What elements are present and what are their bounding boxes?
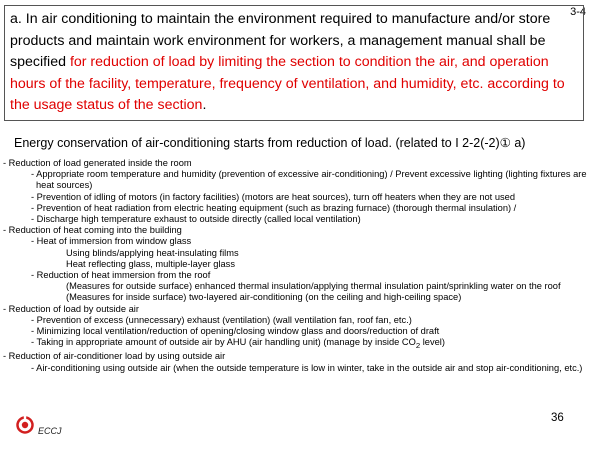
eccj-logo-icon	[16, 416, 34, 434]
requirement-end: .	[202, 97, 207, 113]
list-section-title: - Reduction of load by outside air	[3, 303, 139, 314]
co2-subscript: 2	[415, 341, 421, 351]
list-subitem: Heat reflecting glass, multiple-layer glass	[66, 258, 235, 269]
list-subitem: (Measures for inside surface) two-layered air-conditioning (on the ceiling and high-ceiling space)	[66, 292, 462, 303]
list-item	[3, 337, 593, 351]
requirement-highlight: for reduction of load by limiting the section to condition the air, and operation hours of the facility, temperature, frequency of ventilation, and humidity, etc. according to the usage status of the section	[10, 54, 565, 113]
co2-text-post: level)	[420, 337, 445, 348]
eccj-logo	[16, 414, 62, 436]
requirement-box	[4, 5, 584, 121]
list-item: - Prevention of excess (unnecessary) exhaust (ventilation) (wall ventilation fan, roof fan, etc.)	[31, 314, 412, 325]
list-section-title: - Reduction of air-conditioner load by using outside air	[3, 351, 226, 362]
list-section-title: - Reduction of load generated inside the room	[3, 158, 192, 168]
list-item: - Appropriate room temperature and humidity (prevention of excessive air-conditioning) / Prevent excessive lighting (lighting fixtures are heat sources)	[31, 169, 587, 191]
co2-text-pre: - Taking in appropriate amount of outside air by AHU (air handling unit) (manage by inside CO	[31, 337, 416, 348]
list-item: - Minimizing local ventilation/reduction of opening/closing window glass and doors/reduction of draft	[31, 326, 440, 337]
content-list	[3, 158, 593, 374]
list-subitem: Using blinds/applying heat-insulating films	[66, 247, 239, 258]
logo-text: ECCJ	[38, 426, 62, 436]
list-item: - Heat of immersion from window glass	[31, 236, 192, 247]
list-item: - Prevention of heat radiation from electric heating equipment (such as brazing furnace) (thorough thermal insulation) /	[31, 202, 517, 213]
list-item: - Discharge high temperature exhaust to outside directly (called local ventilation)	[31, 214, 361, 225]
list-item: - Prevention of idling of motors (in factory facilities) (motors are heat sources), turn off heaters when they are not used	[31, 191, 516, 202]
slide-id: 3-4	[570, 6, 586, 18]
list-section-title: - Reduction of heat coming into the building	[3, 225, 182, 236]
page-number: 36	[551, 412, 564, 424]
list-item: - Reduction of heat immersion from the roof	[31, 270, 211, 281]
list-item: - Air-conditioning using outside air (when the outside temperature is low in winter, take in the outside air and stop air-conditioning, etc.)	[31, 362, 583, 373]
requirement-text: a. In air conditioning to maintain the environment required to manufacture and/or store products and maintain work environment for workers, a management manual shall be specified	[10, 11, 551, 70]
list-subitem: (Measures for outside surface) enhanced thermal insulation/applying thermal insulation paint/sprinkling water on the roof	[66, 281, 561, 292]
section-heading: Energy conservation of air-conditioning starts from reduction of load. (related to I 2-2(-2)① a)	[14, 136, 526, 150]
